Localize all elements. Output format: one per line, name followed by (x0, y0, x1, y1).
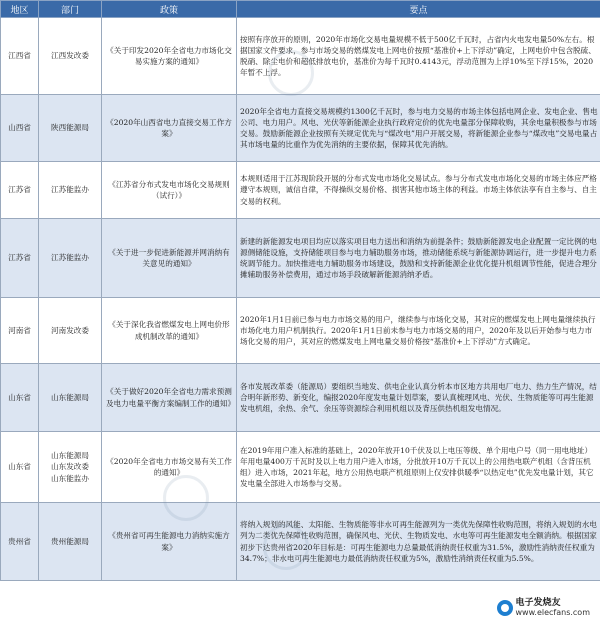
department-name: 山东能监办 (51, 473, 89, 483)
department-name: 贵州能源局 (51, 536, 89, 546)
points-cell: 在2019年用户准入标准的基础上，2020年放开10千伏及以上电压等级、单个用电户号（同一用电地址）年用电量400万千瓦时及以上电力用户进入市场，分批放开10万千瓦以上的公用热电联产机组（含背压机组）进入市场，2021年起，地方公用热电联产机组原则上仅安排供暖季“以热定电”优先发电量计划，其它发电量全部进入市场参与交易。 (237, 432, 600, 503)
points-cell: 本规则适用于江苏现阶段开展的分布式发电市场化交易试点。参与分布式发电市场化交易的市场主体应严格遵守本规则，诚信自律，不得操纵交易价格、损害其他市场主体的利益。市场主体依法享有自主参与、自主交易的权利。 (237, 162, 600, 219)
logo-url: www.elecfans.com (515, 608, 590, 617)
table-header-row (1, 1, 600, 18)
department-name: 陕西能源局 (51, 123, 89, 133)
department-name: 山东能源局 (51, 392, 89, 402)
table-row (1, 298, 600, 364)
region-cell: 山东省 (1, 364, 39, 432)
points-cell: 按照有序放开的原则，2020年市场化交易电量规模不低于500亿千瓦时，占省内火电发电量50%左右。根据国家文件要求，参与市场交易的燃煤发电上网电价按照“基准价+上下浮动”确定，上网电价中包含脱硫、脱硝、除尘电价和超低排放电价，基准价为每千瓦时0.4143元，浮动范围为上浮10%至下浮15%，2020年暂不上浮。 (237, 18, 600, 95)
department-cell (39, 503, 102, 581)
header-points: 要点 (237, 1, 600, 18)
policy-cell: 《2020年全省电力市场交易有关工作的通知》 (102, 432, 237, 503)
department-cell (39, 364, 102, 432)
elecfans-logo-icon (497, 600, 513, 616)
department-name: 江苏能监办 (51, 185, 89, 195)
policy-cell: 《2020年山西省电力直接交易工作方案》 (102, 95, 237, 162)
department-cell (39, 18, 102, 95)
policy-cell: 《贵州省可再生能源电力消纳实施方案》 (102, 503, 237, 581)
department-cell (39, 219, 102, 298)
department-cell (39, 162, 102, 219)
region-cell: 江苏省 (1, 219, 39, 298)
points-cell: 2020年全省电力直接交易规模约1300亿千瓦时，参与电力交易的市场主体包括电网企业、发电企业、售电公司、电力用户。风电、光伏等新能源企业执行政府定价的优先电量部分保障收购，其余电量积极参与市场交易。鼓励新能源企业按照有关规定优先与“煤改电”用户开展交易，将新能源企业参与“煤改电”交易电量占其市场电量的比重作为优先消纳的主要依据，保障其优先消纳。 (237, 95, 600, 162)
department-cell (39, 95, 102, 162)
region-cell: 江西省 (1, 18, 39, 95)
region-cell: 贵州省 (1, 503, 39, 581)
table-row (1, 432, 600, 503)
policy-cell: 《江苏省分布式发电市场化交易规则（试行）》 (102, 162, 237, 219)
department-name: 山东能源局 (51, 451, 89, 461)
points-cell: 新建的新能源发电项目均应以落实项目电力送出和消纳为前提条件；鼓励新能源发电企业配置一定比例的电源侧储能设施，支持储能项目参与电力辅助服务市场，推动储能系统与新能源协调运行，进一步提升电力系统调节能力。加快推进电力辅助服务市场建设，鼓励和支持新能源企业优化提升机组调节性能，促进合理分摊辅助服务补偿费用，通过市场手段破解新能源消纳矛盾。 (237, 219, 600, 298)
header-region: 地区 (1, 1, 39, 18)
policy-cell: 《关于深化我省燃煤发电上网电价形成机制改革的通知》 (102, 298, 237, 364)
points-cell: 将纳入规划的风能、太阳能、生物质能等非水可再生能源列为一类优先保障性收购范围，将纳入规划的水电列为二类优先保障性收购范围，确保风电、光伏、生物质发电、水电等可再生能源发电全额消纳。根据国家初步下达贵州省2020年目标是：可再生能源电力总量最低消纳责任权重为31.5%，激励性消纳责任权重为34.7%；非水电可再生能源电力最低消纳责任权重为5%，激励性消纳责任权重为5.5%。 (237, 503, 600, 581)
department-name: 江西发改委 (51, 51, 89, 61)
policy-cell: 《关于做好2020年全省电力需求预测及电力电量平衡方案编制工作的通知》 (102, 364, 237, 432)
logo-name: 电子发烧友 (515, 598, 561, 608)
department-name: 江苏能监办 (51, 253, 89, 263)
policy-cell: 《关于印发2020年全省电力市场化交易实施方案的通知》 (102, 18, 237, 95)
table-row (1, 162, 600, 219)
region-cell: 河南省 (1, 298, 39, 364)
points-cell: 2020年1月1日前已参与电力市场交易的用户，继续参与市场化交易，其对应的燃煤发电上网电量继续执行市场化电力用户机制执行。2020年1月1日前未参与电力市场交易的用户，2020年及以后开始参与电力市场化交易的用户，其对应的燃煤发电上网电量交易价格按“基准价+上下浮动”方式确定。 (237, 298, 600, 364)
header-department: 部门 (39, 1, 102, 18)
points-cell: 各市发展改革委（能源局）要组织当地发、供电企业认真分析本市区地方共用电厂电力、热力生产情况，结合明年新形势、新变化，编报2020年度发电量计划草案，要认真梳理风电、光伏、生物质能等可再生能源发电机组，余热、余气、余压等资源综合利用机组以及背压供热机组发电情况。 (237, 364, 600, 432)
table-row (1, 18, 600, 95)
department-cell (39, 298, 102, 364)
department-cell (39, 432, 102, 503)
region-cell: 江苏省 (1, 162, 39, 219)
region-cell: 山东省 (1, 432, 39, 503)
department-name: 河南发改委 (51, 325, 89, 335)
elecfans-logo (493, 598, 595, 618)
region-cell: 山西省 (1, 95, 39, 162)
policy-cell: 《关于进一步促进新能源并网消纳有关意见的通知》 (102, 219, 237, 298)
table-row (1, 219, 600, 298)
table-row (1, 95, 600, 162)
table-row (1, 364, 600, 432)
department-name: 山东发改委 (51, 462, 89, 472)
header-policy: 政策 (102, 1, 237, 18)
table-row (1, 503, 600, 581)
